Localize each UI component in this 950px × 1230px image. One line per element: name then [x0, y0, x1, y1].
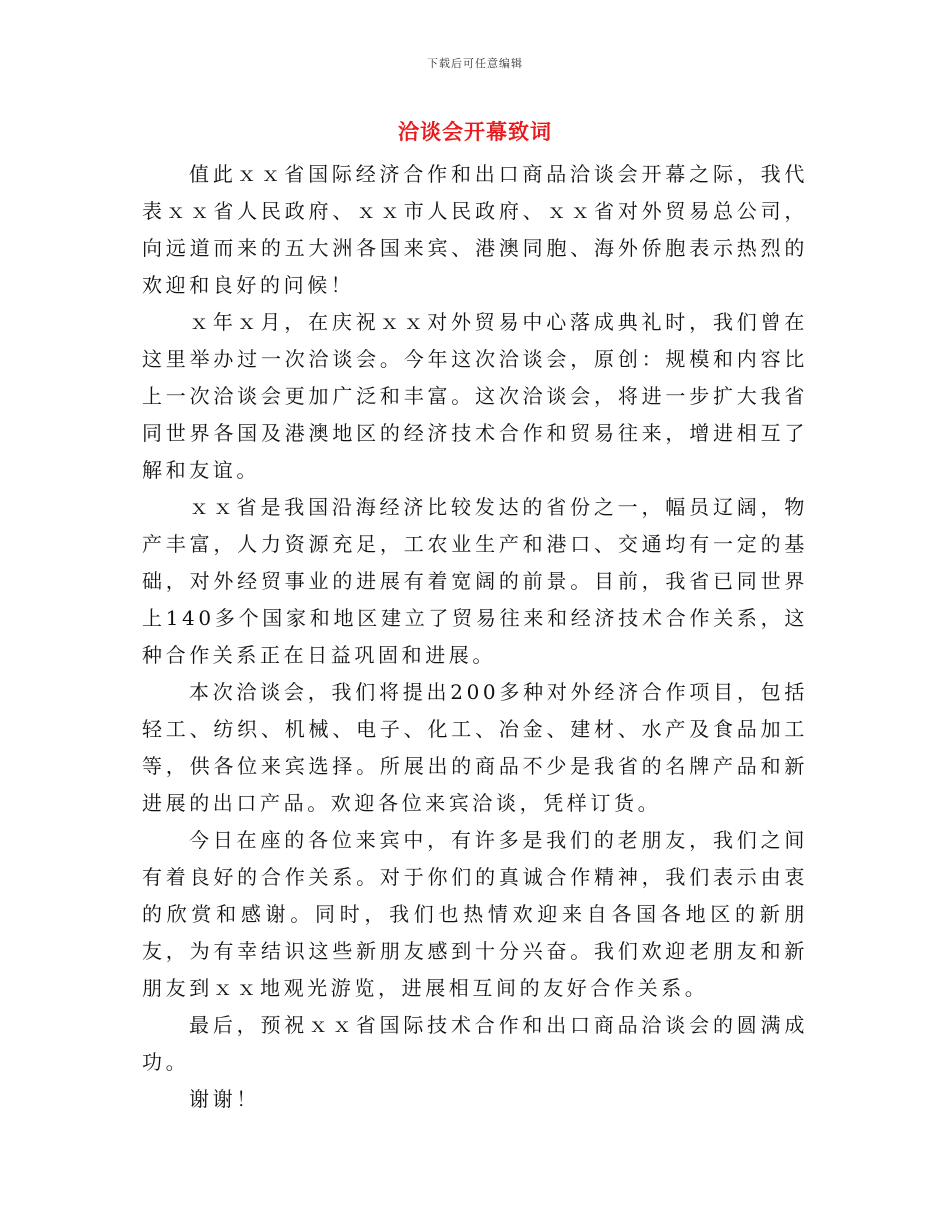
document-body — [142, 156, 808, 1118]
paragraph-7: 谢谢！ — [189, 1087, 260, 1111]
paragraph-3: ｘｘ省是我国沿海经济比较发达的省份之一，幅员辽阔，物产丰富，人力资源充足，工农业生产和港口、交通均有一定的基础，对外经贸事业的进展有着宽阔的前景。目前，我省已同世界上140多个国家和地区建立了贸易往来和经济技术合作关系，这种合作关系正在日益巩固和进展。 — [142, 495, 808, 667]
document-title: 洽谈会开幕致词 — [398, 119, 552, 144]
paragraph-2: ｘ年ｘ月，在庆祝ｘｘ对外贸易中心落成典礼时，我们曾在这里举办过一次洽谈会。今年这次洽谈会，原创：规模和内容比上一次洽谈会更加广泛和丰富。这次洽谈会，将进一步扩大我省同世界各国及港澳地区的经济技术合作和贸易往来，增进相互了解和友谊。 — [142, 310, 808, 482]
paragraph-4: 本次洽谈会，我们将提出200多种对外经济合作项目，包括轻工、纺织、机械、电子、化工、冶金、建材、水产及食品加工等，供各位来宾选择。所展出的商品不少是我省的名牌产品和新进展的出口产品。欢迎各位来宾洽谈，凭样订货。 — [142, 680, 808, 815]
header-note: 下载后可任意编辑 — [427, 57, 523, 70]
paragraph-6: 最后，预祝ｘｘ省国际技术合作和出口商品洽谈会的圆满成功。 — [142, 1013, 808, 1074]
paragraph-5: 今日在座的各位来宾中，有许多是我们的老朋友，我们之间有着良好的合作关系。对于你们的真诚合作精神，我们表示由衷的欣赏和感谢。同时，我们也热情欢迎来自各国各地区的新朋友，为有幸结识这些新朋友感到十分兴奋。我们欢迎老朋友和新朋友到ｘｘ地观光游览，进展相互间的友好合作关系。 — [142, 828, 808, 1000]
paragraph-1: 值此ｘｘ省国际经济合作和出口商品洽谈会开幕之际，我代表ｘｘ省人民政府、ｘｘ市人民政府、ｘｘ省对外贸易总公司，向远道而来的五大洲各国来宾、港澳同胞、海外侨胞表示热烈的欢迎和良好的问候！ — [142, 162, 808, 297]
